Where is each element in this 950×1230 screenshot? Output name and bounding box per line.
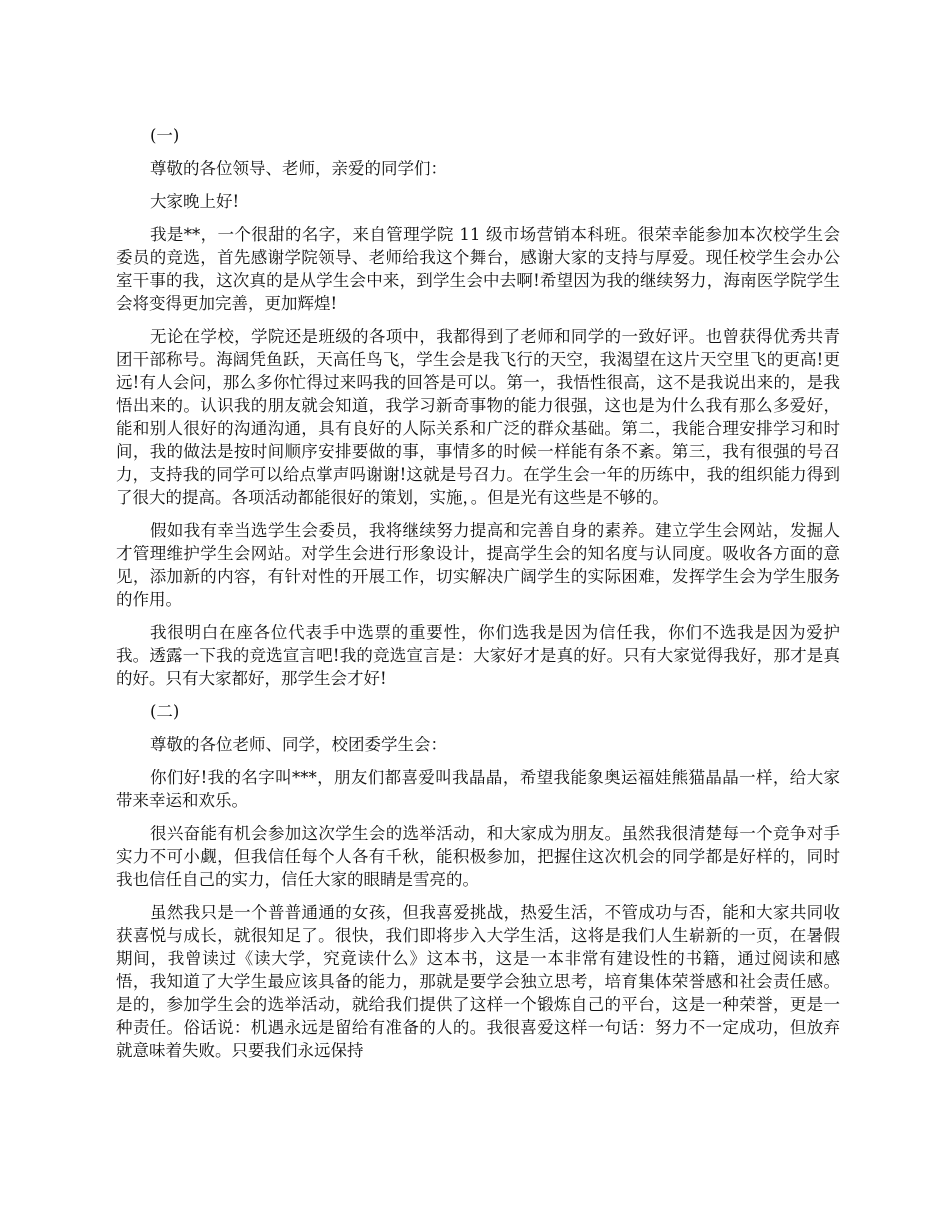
greeting: 大家晚上好! bbox=[150, 192, 240, 211]
salutation-1: 尊敬的各位领导、老师，亲爱的同学们： bbox=[150, 159, 447, 178]
paragraph-declaration: 我很明白在座各位代表手中选票的重要性，你们选我是因为信任我，你们不选我是因为爱护我。透露一下我的竞选宣言吧!我的竞选宣言是：大家好才是真的好。只有大家觉得我好，那才是真的好。只有大家都好，那学生会才好! bbox=[116, 623, 840, 688]
section-heading-1: (一) bbox=[150, 126, 180, 145]
paragraph-motivation: 很兴奋能有机会参加这次学生会的选举活动，和大家成为朋友。虽然我很清楚每一个竞争对手实力不可小觑，但我信任每个人各有千秋，能积极参加，把握住这次机会的同学都是好样的，同时我也信任自己的实力，信任大家的眼睛是雪亮的。 bbox=[116, 824, 840, 889]
paragraph-introduction-1: 我是**，一个很甜的名字，来自管理学院 11 级市场营销本科班。很荣幸能参加本次校学生会委员的竞选，首先感谢学院领导、老师给我这个舞台，感谢大家的支持与厚爱。现任校学生会办公室干事的我，这次真的是从学生会中来，到学生会中去啊!希望因为我的继续努力，海南医学院学生会将变得更加完善，更加辉煌! bbox=[116, 225, 840, 313]
document-body bbox=[116, 124, 840, 1072]
paragraph-qualifications: 无论在学校，学院还是班级的各项中，我都得到了老师和同学的一致好评。也曾获得优秀共青团干部称号。海阔凭鱼跃，天高任鸟飞，学生会是我飞行的天空，我渴望在这片天空里飞的更高!更远!有人会问，那么多你忙得过来吗我的回答是可以。第一，我悟性很高，这不是我说出来的，是我悟出来的。认识我的朋友就会知道，我学习新奇事物的能力很强，这也是为什么我有那么多爱好，能和别人很好的沟通沟通，具有良好的人际关系和广泛的群众基础。第二，我能合理安排学习和时间，我的做法是按时间顺序安排要做的事，事情多的时候一样能有条不紊。第三，我有很强的号召力，支持我的同学可以给点掌声吗谢谢!这就是号召力。在学生会一年的历练中，我的组织能力得到了很大的提高。各项活动都能很好的策划，实施，。但是光有这些是不够的。 bbox=[116, 327, 840, 507]
paragraph-introduction-2: 你们好!我的名字叫***，朋友们都喜爱叫我晶晶，希望我能象奥运福娃熊猫晶晶一样，给大家带来幸运和欢乐。 bbox=[116, 768, 840, 810]
section-heading-2: (二) bbox=[150, 702, 180, 721]
paragraph-plans: 假如我有幸当选学生会委员，我将继续努力提高和完善自身的素养。建立学生会网站，发掘人才管理维护学生会网站。对学生会进行形象设计，提高学生会的知名度与认同度。吸收各方面的意见，添加新的内容，有针对性的开展工作，切实解决广阔学生的实际困难，发挥学生会为学生服务的作用。 bbox=[116, 521, 840, 609]
salutation-2: 尊敬的各位老师、同学，校团委学生会： bbox=[150, 735, 447, 754]
paragraph-aspiration: 虽然我只是一个普普通通的女孩，但我喜爱挑战，热爱生活，不管成功与否，能和大家共同收获喜悦与成长，就很知足了。很快，我们即将步入大学生活，这将是我们人生崭新的一页，在暑假期间，我曾读过《读大学，究竟读什么》这本书，这是一本非常有建设性的书籍，通过阅读和感悟，我知道了大学生最应该具备的能力，那就是要学会独立思考，培育集体荣誉感和社会责任感。是的，参加学生会的选举活动，就给我们提供了这样一个锻炼自己的平台，这是一种荣誉，更是一种责任。俗话说：机遇永远是留给有准备的人的。我很喜爱这样一句话：努力不一定成功，但放弃就意味着失败。只要我们永远保持 bbox=[116, 903, 840, 1060]
